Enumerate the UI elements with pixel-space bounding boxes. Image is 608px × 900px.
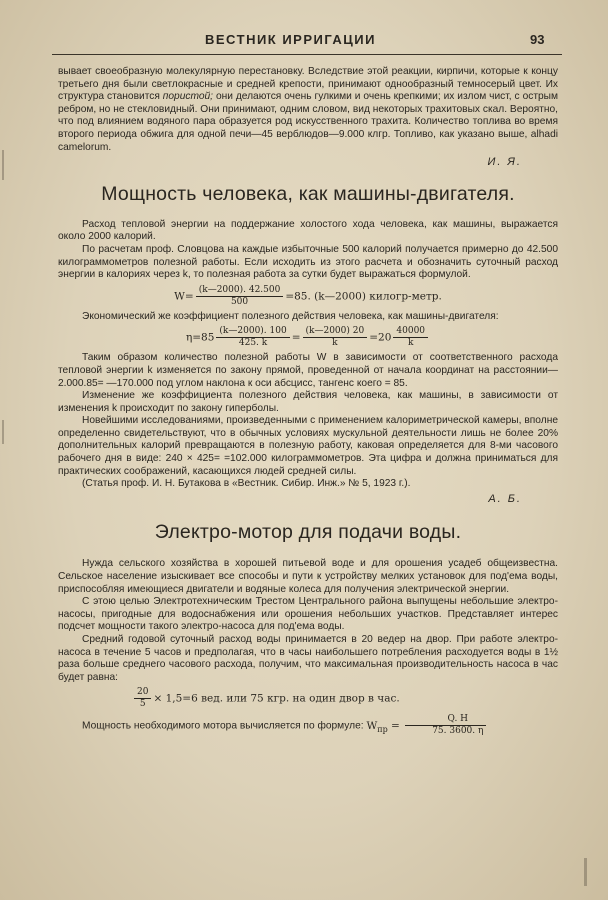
page-number: 93 [530,32,545,47]
formula-lhs: W= [174,290,194,303]
text-run: вывает своеобразную молекулярную перестановку. Вследствие этой реакции, кирпичи, которые к концу третьего дня были светлокрасные и средней крепости, принимают однообразный темносерый цвет. Их структура становится [58,66,558,103]
paragraph: Средний годовой суточный расход воды принимается в 20 ведер на двор. При работе электро-насоса в течение 5 часов и предполагая, что в часы наибольшего потребления расходуется воды в 1½ раза больше среднего часового расхода, получим, что максимальная производительность насоса в час будет равна: [58,634,558,683]
paragraph: Изменение же коэффициента полезного действия человека, как машины, в зависимости от изменения k происходит по закону гиперболы. [58,390,558,414]
fraction [303,326,368,349]
fraction [405,714,486,737]
equals-sign: = [391,719,400,732]
italic-word: пористой; [162,91,214,103]
formula-capacity [58,687,558,710]
text-run: Мощность необходимого мотора вычисляется по формуле: [82,720,364,732]
denominator: k [332,338,338,349]
page-blemish [2,420,4,444]
fraction [216,326,289,349]
paragraph: Экономический же коэффициент полезного действия человека, как машины-двигателя: [82,310,499,322]
page-blemish [2,150,4,180]
numerator: (k—2000). 100 [216,326,289,338]
denominator: 500 [230,296,249,307]
paragraph: С этою целью Электротехническим Трестом Центрального района выпущены небольшие электро-насосы, пригодные для водоснабжения или орошения небольших участков. Представляет интерес подсчет мощности такого электро-насоса для под'ема воды. [58,596,558,633]
formula-rhs: =85. (k—2000) килогр-метр. [285,290,442,303]
running-header [0,30,608,50]
citation: (Статья проф. И. Н. Бутакова в «Вестник. Сибир. Инж.» № 5, 1923 г.). [82,478,411,490]
page-blemish [584,858,587,886]
numerator: 40000 [393,326,428,338]
text-run: они делаются очень гулкими и очень крепкими; их излом чист, с острым ребром, но не стекловидный. Они принимают, одним словом, вид некоторых трахитовых скал. Вероятно, что под влиянием водяного пара образуется род искусственного трахита. Количество топлива во время второго периода обжига для одной печи—45 верблюдов—9.000 клгр. Топливо, как указано выше, alhadi camelorum. [58,91,558,153]
formula-rest: × 1,5=6 вед. или 75 кгр. на один двор в час. [153,692,400,705]
numerator: (k—2000) 20 [303,326,368,338]
article-electric-motor [58,521,558,737]
formula-efficiency [58,326,558,349]
formula-mid: =20 [369,331,392,344]
formula-lhs: W [366,719,378,732]
fraction [393,326,428,349]
denominator: k [407,338,414,349]
paragraph: Таким образом количество полезной работы W в зависимости от соответственного расхода тепловой энергии k изменяется по закону прямой, проведенной от начала координат на расстоянии—2.000.85= —170.000 под углом наклона к оси абсцисс, тангенс коего = 85. [58,352,558,389]
subscript: пр [377,724,388,734]
author-signature: А. Б. [488,492,522,505]
denominator: 425. k [238,338,268,349]
formula-motor-power [366,714,488,737]
denominator: 75. 3600. η [432,726,484,737]
continued-paragraph [58,66,558,154]
author-signature: И. Я. [487,156,522,169]
paragraph: По расчетам проф. Словцова на каждые избыточные 500 калорий получается примерно до 42.500 килограммометров полезной работы. Если исходить из этого расчета и обозначить суточный расход энергии в калориях через k, то полезная работа за сутки будет выражаться формулой. [58,243,558,281]
denominator: 5 [139,699,146,710]
page-content [58,66,558,737]
article-human-power [58,183,558,506]
numerator: Q. H [405,714,486,726]
numerator: 20 [134,687,151,699]
paragraph: Нужда сельского хозяйства в хорошей питьевой воде и для орошения усадеб общеизвестна. Сельское население изыскивает все способы и пути к устройству мелких установок для под'ема воды, приспособляя имеющиеся двигатели и водяные колеса для получения электрической энергии. [58,558,558,595]
equals-sign: = [291,331,301,344]
section-continuation [58,66,558,169]
fraction [134,687,151,710]
article-title: Мощность человека, как машины-двигателя. [101,182,515,205]
numerator: (k—2000). 42.500 [196,285,284,297]
fraction [196,285,284,308]
formula-paragraph [58,714,558,737]
formula-work [58,285,558,308]
article-title: Электро-мотор для подачи воды. [154,521,462,544]
paragraph: Расход тепловой энергии на поддержание холостого хода человека, как машины, выражается около 2000 калорий. [58,218,558,243]
formula-lhs: η=85 [185,331,215,344]
journal-title: ВЕСТНИК ИРРИГАЦИИ [205,32,376,47]
header-rule [52,54,562,55]
paragraph: Новейшими исследованиями, произведенными с применением калориметрической камеры, вполне определенно свидетельствуют, что в обычных условиях мускульной деятельности лишь не более 20% дополнительных калорий превращаются в полезную работу, каковая определяется для 8-ми часового рабочего дня в виде: 240 × 425= =102.000 килограммометров. Эта цифра и должна приниматься для практических соображений, касающихся людей средней силы. [58,415,558,477]
